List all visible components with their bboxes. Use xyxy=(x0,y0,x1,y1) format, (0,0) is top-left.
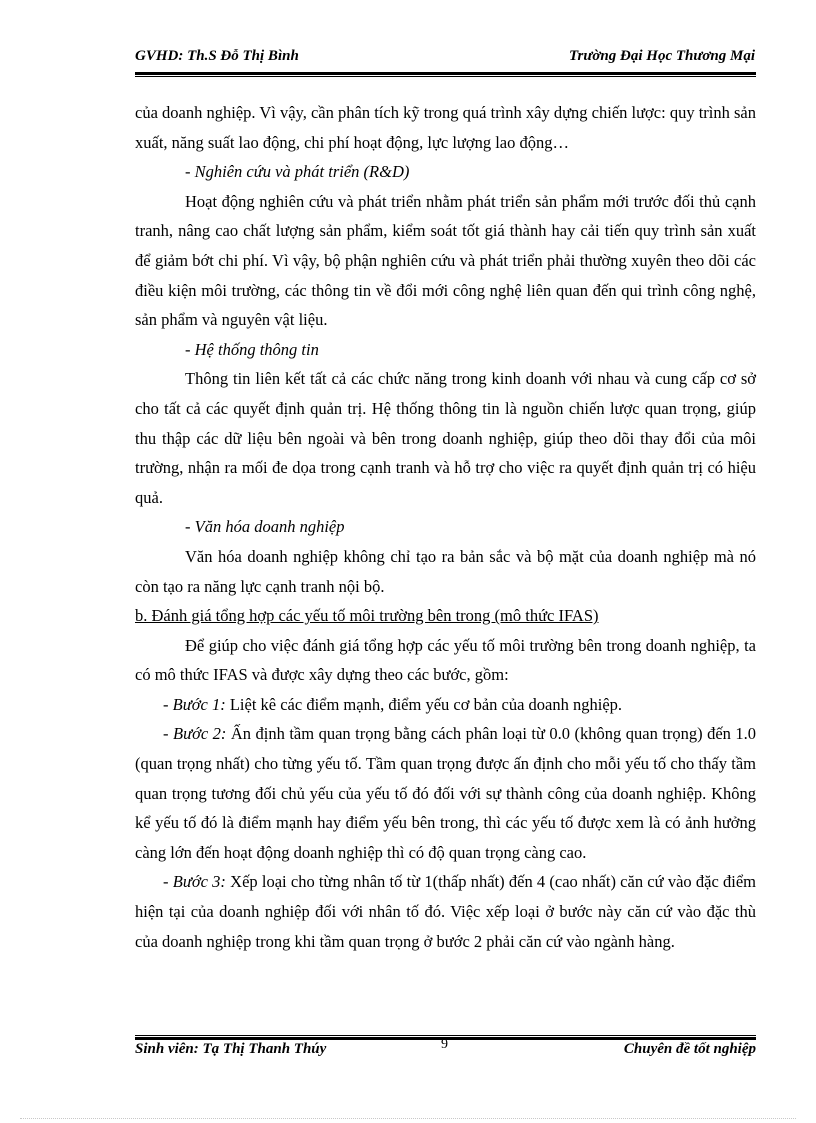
page-header xyxy=(135,48,755,70)
footer-thesis-type: Chuyên đề tốt nghiệp xyxy=(623,1041,756,1057)
step-1-text: Liệt kê các điểm mạnh, điểm yếu cơ bản của doanh nghiệp. xyxy=(225,694,623,714)
step-2-text: Ấn định tầm quan trọng bằng cách phân loại từ 0.0 (không quan trọng) đến 1.0 (quan trọng nhất) cho từng yếu tố. Tầm quan trọng được ấn định cho mỗi yếu tố cho thấy tầm quan trọng tương đối chủ yếu của yếu tố đó đối với sự thành công của doanh nghiệp. Không kể yếu tố đó là điểm mạnh hay điểm yếu bên trong, thì các yếu tố được xem là có ảnh hưởng càng lớn đến hoạt động doanh nghiệp thì có độ quan trọng càng cao. xyxy=(135,724,757,862)
header-university: Trường Đại Học Thương Mại xyxy=(568,48,755,64)
step-1-dash: - xyxy=(163,694,173,714)
step-1 xyxy=(135,690,756,720)
paragraph-information-system: Thông tin liên kết tất cả các chức năng trong kinh doanh với nhau và cung cấp cơ sở cho tất cả các quyết định quản trị. Hệ thống thông tin là nguồn chiến lược quan trọng, giúp thu thập các dữ liệu bên ngoài và bên trong doanh nghiệp, giúp theo dõi thay đổi của môi trường, nhận ra mối đe dọa trong cạnh tranh và hỗ trợ cho việc ra quyết định quản trị có hiệu quả. xyxy=(135,369,756,507)
header-divider xyxy=(135,72,756,77)
paragraph-rd: Hoạt động nghiên cứu và phát triển nhằm phát triển sản phẩm mới trước đối thủ cạnh tranh, nâng cao chất lượng sản phẩm, kiểm soát tốt giá thành hay cải tiến quy trình sản xuất để giảm bớt chi phí. Vì vậy, bộ phận nghiên cứu và phát triển phải thường xuyên theo dõi các điều kiện môi trường, các thông tin về đổi mới công nghệ liên quan đến qui trình công nghệ, sản phẩm và nguyên vật liệu. xyxy=(135,191,756,330)
step-3-dash: - xyxy=(163,872,173,892)
heading-rd: - Nghiên cứu và phát triển (R&D) xyxy=(185,162,410,182)
heading-information-system: - Hệ thống thông tin xyxy=(185,339,319,359)
step-2-dash: - xyxy=(163,724,173,744)
section-heading-ifas: b. Đánh giá tổng hợp các yếu tố môi trường bên trong (mô thức IFAS) xyxy=(135,606,599,626)
page-bottom-dotted-line xyxy=(20,1118,796,1119)
document-body xyxy=(135,98,756,956)
paragraph-corporate-culture: Văn hóa doanh nghiệp không chỉ tạo ra bản sắc và bộ mặt của doanh nghiệp mà nó còn tạo ra năng lực cạnh tranh nội bộ. xyxy=(135,546,756,596)
paragraph-ifas-intro: Để giúp cho việc đánh giá tổng hợp các yếu tố môi trường bên trong doanh nghiệp, ta có mô thức IFAS và được xây dựng theo các bước, gồm: xyxy=(135,635,756,685)
page-footer xyxy=(135,1037,756,1063)
step-2 xyxy=(135,719,756,867)
footer-student: Sinh viên: Tạ Thị Thanh Thúy xyxy=(135,1041,327,1057)
step-3 xyxy=(135,867,756,956)
step-1-label: Bước 1: xyxy=(172,694,226,714)
step-2-label: Bước 2: xyxy=(172,724,227,744)
step-3-label: Bước 3: xyxy=(172,872,226,892)
page-number: 9 xyxy=(441,1037,448,1052)
paragraph-production: của doanh nghiệp. Vì vậy, cần phân tích kỹ trong quá trình xây dựng chiến lược: quy trình sản xuất, năng suất lao động, chi phí hoạt động, lực lượng lao động… xyxy=(135,103,756,152)
step-3-text: Xếp loại cho từng nhân tố từ 1(thấp nhất) đến 4 (cao nhất) căn cứ vào đặc điểm hiện tại của doanh nghiệp đối với nhân tố đó. Việc xếp loại ở bước này căn cứ vào đặc thù của doanh nghiệp trong khi tầm quan trọng ở bước 2 phải căn cứ vào ngành hàng. xyxy=(135,872,756,951)
heading-corporate-culture: - Văn hóa doanh nghiệp xyxy=(185,517,345,537)
header-advisor: GVHD: Th.S Đỗ Thị Bình xyxy=(135,48,299,64)
